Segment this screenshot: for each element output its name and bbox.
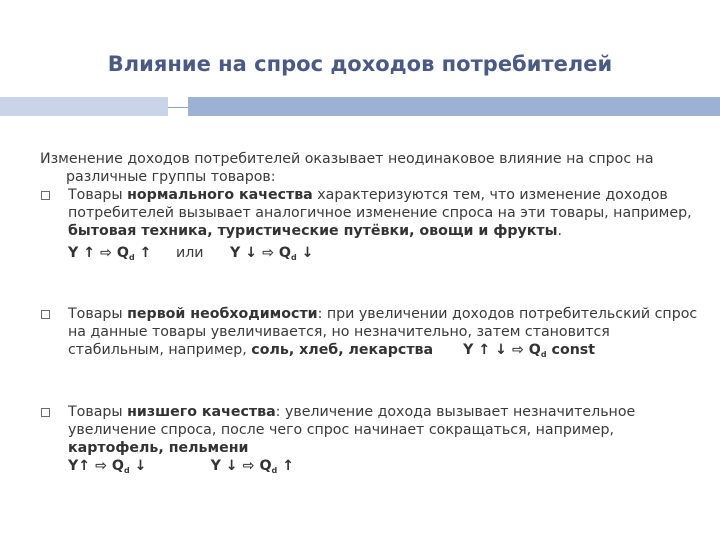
formula-essential-goods: Y ↑ ↓ ⇨ Q [463, 342, 541, 358]
intro-text: Изменение доходов потребителей оказывает неодинаковое влияние на спрос на различные группы товаров: [40, 151, 654, 185]
formula-inferior-goods: Y↑ ⇨ $Q_d$ ↓ Y ↓ ⇨ $Q_d$ ↑ [68, 458, 295, 475]
checkbox-bullet-icon [41, 191, 50, 200]
formula-normal-goods: Y ↑ ⇨ $Q_d$ ↑ или Y ↓ ⇨ $Q_d$ ↓ [68, 245, 314, 262]
checkbox-bullet-icon [41, 408, 50, 417]
slide-title: Влияние на спрос доходов потребителей [107, 52, 613, 76]
list-item-essential-goods: Товары первой необходимости: при увеличении доходов потребительский спрос на данные товары увеличивается, но незначительно, затем становится стабильным, например, соль, хлеб, лекарства Y ↑ ↓ ⇨ $Q_d$ const [40, 305, 700, 364]
header-bar-left [0, 97, 168, 116]
checkbox-bullet-icon [41, 310, 50, 319]
list-item-normal-goods: Товары нормального качества характеризуются тем, что изменение доходов потребителей вызывает аналогичное изменение спроса на эти товары, например, бытовая техника, туристические путёвки, овощи и фрукты. Y ↑ ⇨ $Q_d$ ↑ или Y ↓ ⇨ $Q_d$ ↓ [40, 186, 700, 267]
header-bar-right [188, 97, 720, 116]
slide-content [40, 150, 700, 480]
or-label: или [176, 245, 204, 261]
header-bar-connector [168, 107, 188, 108]
list-item-inferior-goods: Товары низшего качества: увеличение дохода вызывает незначительное увеличение спроса, после чего спрос начинает сокращаться, например, картофель, пельмени Y↑ ⇨ $Q_d$ ↓ Y ↓ ⇨ $Q_d$ ↑ [40, 403, 700, 480]
